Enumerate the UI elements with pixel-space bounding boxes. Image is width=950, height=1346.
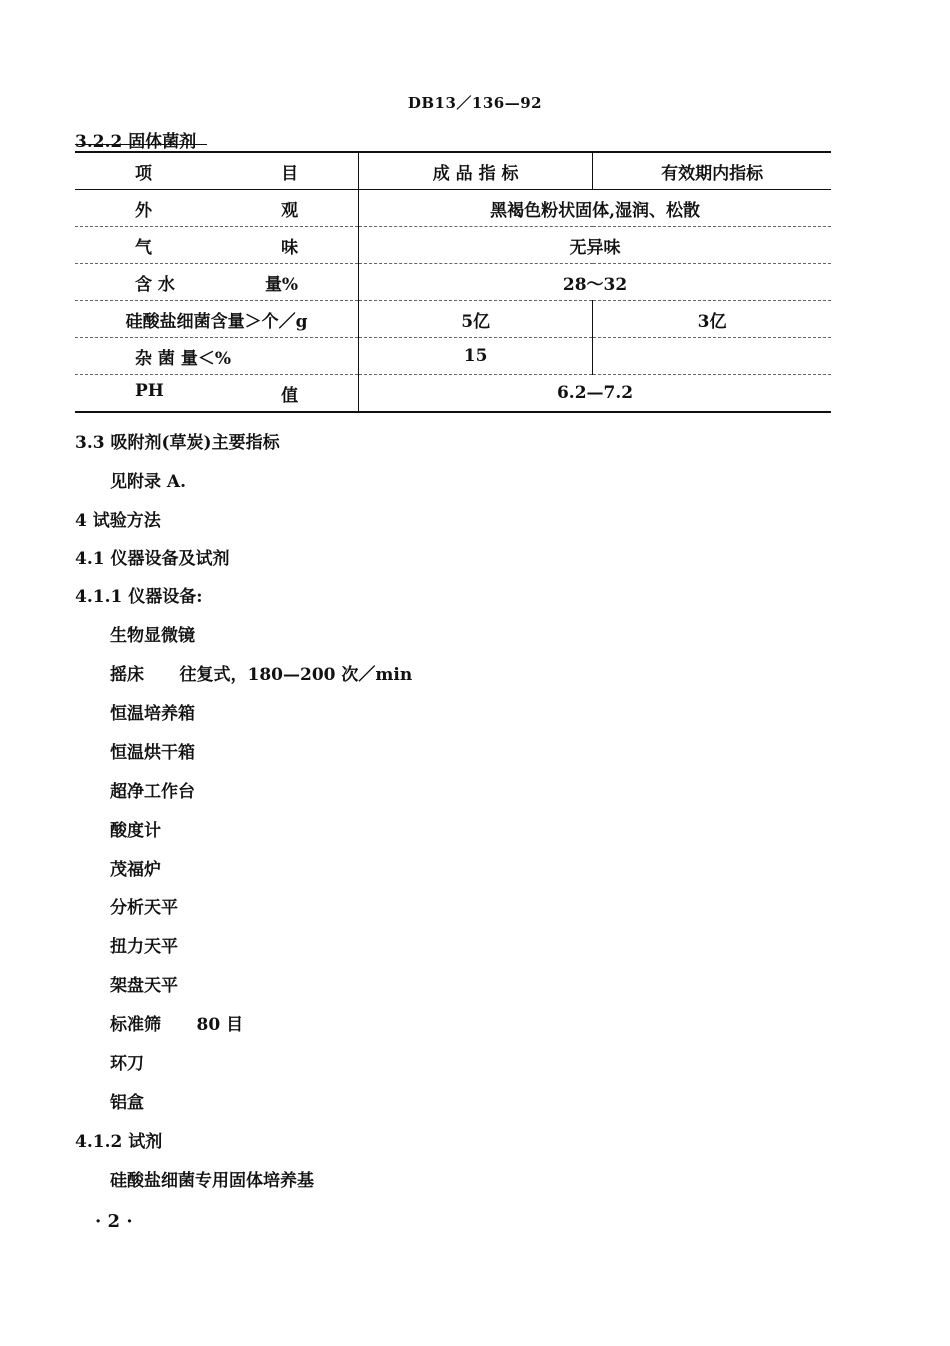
section-3-2-2-title: 3.2.2 固体菌剂 (75, 132, 197, 152)
header-item-label-b: 目 (281, 163, 299, 184)
section-4-1-title: 4.1 仪器设备及试剂 (75, 549, 230, 569)
table-row (75, 264, 831, 301)
equipment-item: 恒温烘干箱 (110, 743, 195, 763)
table-row (75, 338, 831, 375)
document-code-header: DB13／136—92 (407, 94, 543, 112)
title-underline (75, 144, 207, 145)
equipment-item: 环刀 (110, 1054, 144, 1074)
row-item-label: 杂 菌 量＜% (75, 338, 359, 375)
row-item-label-b: 量% (264, 274, 299, 295)
section-4-1-1-title: 4.1.1 仪器设备: (75, 587, 203, 607)
table-row (75, 227, 831, 264)
row-item-label-a: PH (135, 380, 164, 401)
header-valid-cell: 有效期内指标 (593, 152, 831, 190)
equipment-item: 恒温培养箱 (110, 704, 195, 724)
row-item-label: 硅酸盐细菌含量＞个／g (75, 301, 359, 338)
row-merged-value: 28～32 (359, 264, 831, 301)
row-item-label-b: 值 (281, 385, 299, 406)
row-item-label-b: 观 (281, 200, 299, 221)
table-row (75, 375, 831, 413)
table-header-row (75, 152, 831, 190)
row-item-label-b: 味 (281, 237, 299, 258)
row-merged-value: 黑褐色粉状固体,湿润、松散 (359, 190, 831, 227)
row-item-label-a: 外 (135, 200, 152, 221)
section-3-3-body: 见附录 A. (110, 472, 187, 492)
equipment-item: 架盘天平 (110, 976, 178, 996)
row-item-label-a: 气 (135, 237, 152, 258)
section-4-1-2-body: 硅酸盐细菌专用固体培养基 (110, 1171, 314, 1191)
row-item-label-a: 含 水 (135, 274, 175, 295)
row-merged-value: 无异味 (359, 227, 831, 264)
table-row (75, 301, 831, 338)
header-item-label-a: 项 (135, 163, 152, 184)
equipment-item: 摇床 往复式，180—200 次／min (110, 665, 413, 685)
equipment-item: 生物显微镜 (110, 626, 195, 646)
table-row (75, 190, 831, 227)
row-valid-value: 3亿 (593, 301, 831, 338)
row-valid-value (593, 338, 831, 375)
section-4-1-2-title: 4.1.2 试剂 (75, 1132, 163, 1152)
row-finished-value: 5亿 (359, 301, 593, 338)
equipment-item: 超净工作台 (110, 782, 195, 802)
equipment-item: 铝盒 (110, 1093, 144, 1113)
row-finished-value: 15 (359, 338, 593, 375)
equipment-item: 标准筛 80 目 (110, 1015, 244, 1035)
page-number: · 2 · (95, 1211, 133, 1232)
equipment-item: 扭力天平 (110, 937, 178, 957)
header-finished-cell: 成 品 指 标 (359, 152, 593, 190)
equipment-item: 酸度计 (110, 821, 161, 841)
equipment-item: 分析天平 (110, 898, 178, 918)
header-item-cell (75, 152, 359, 190)
solid-inoculant-spec-table (75, 151, 831, 413)
section-3-3-title: 3.3 吸附剂(草炭)主要指标 (75, 433, 280, 453)
section-4-title: 4 试验方法 (75, 511, 161, 531)
row-merged-value: 6.2—7.2 (359, 375, 831, 413)
equipment-item: 茂福炉 (110, 860, 161, 880)
